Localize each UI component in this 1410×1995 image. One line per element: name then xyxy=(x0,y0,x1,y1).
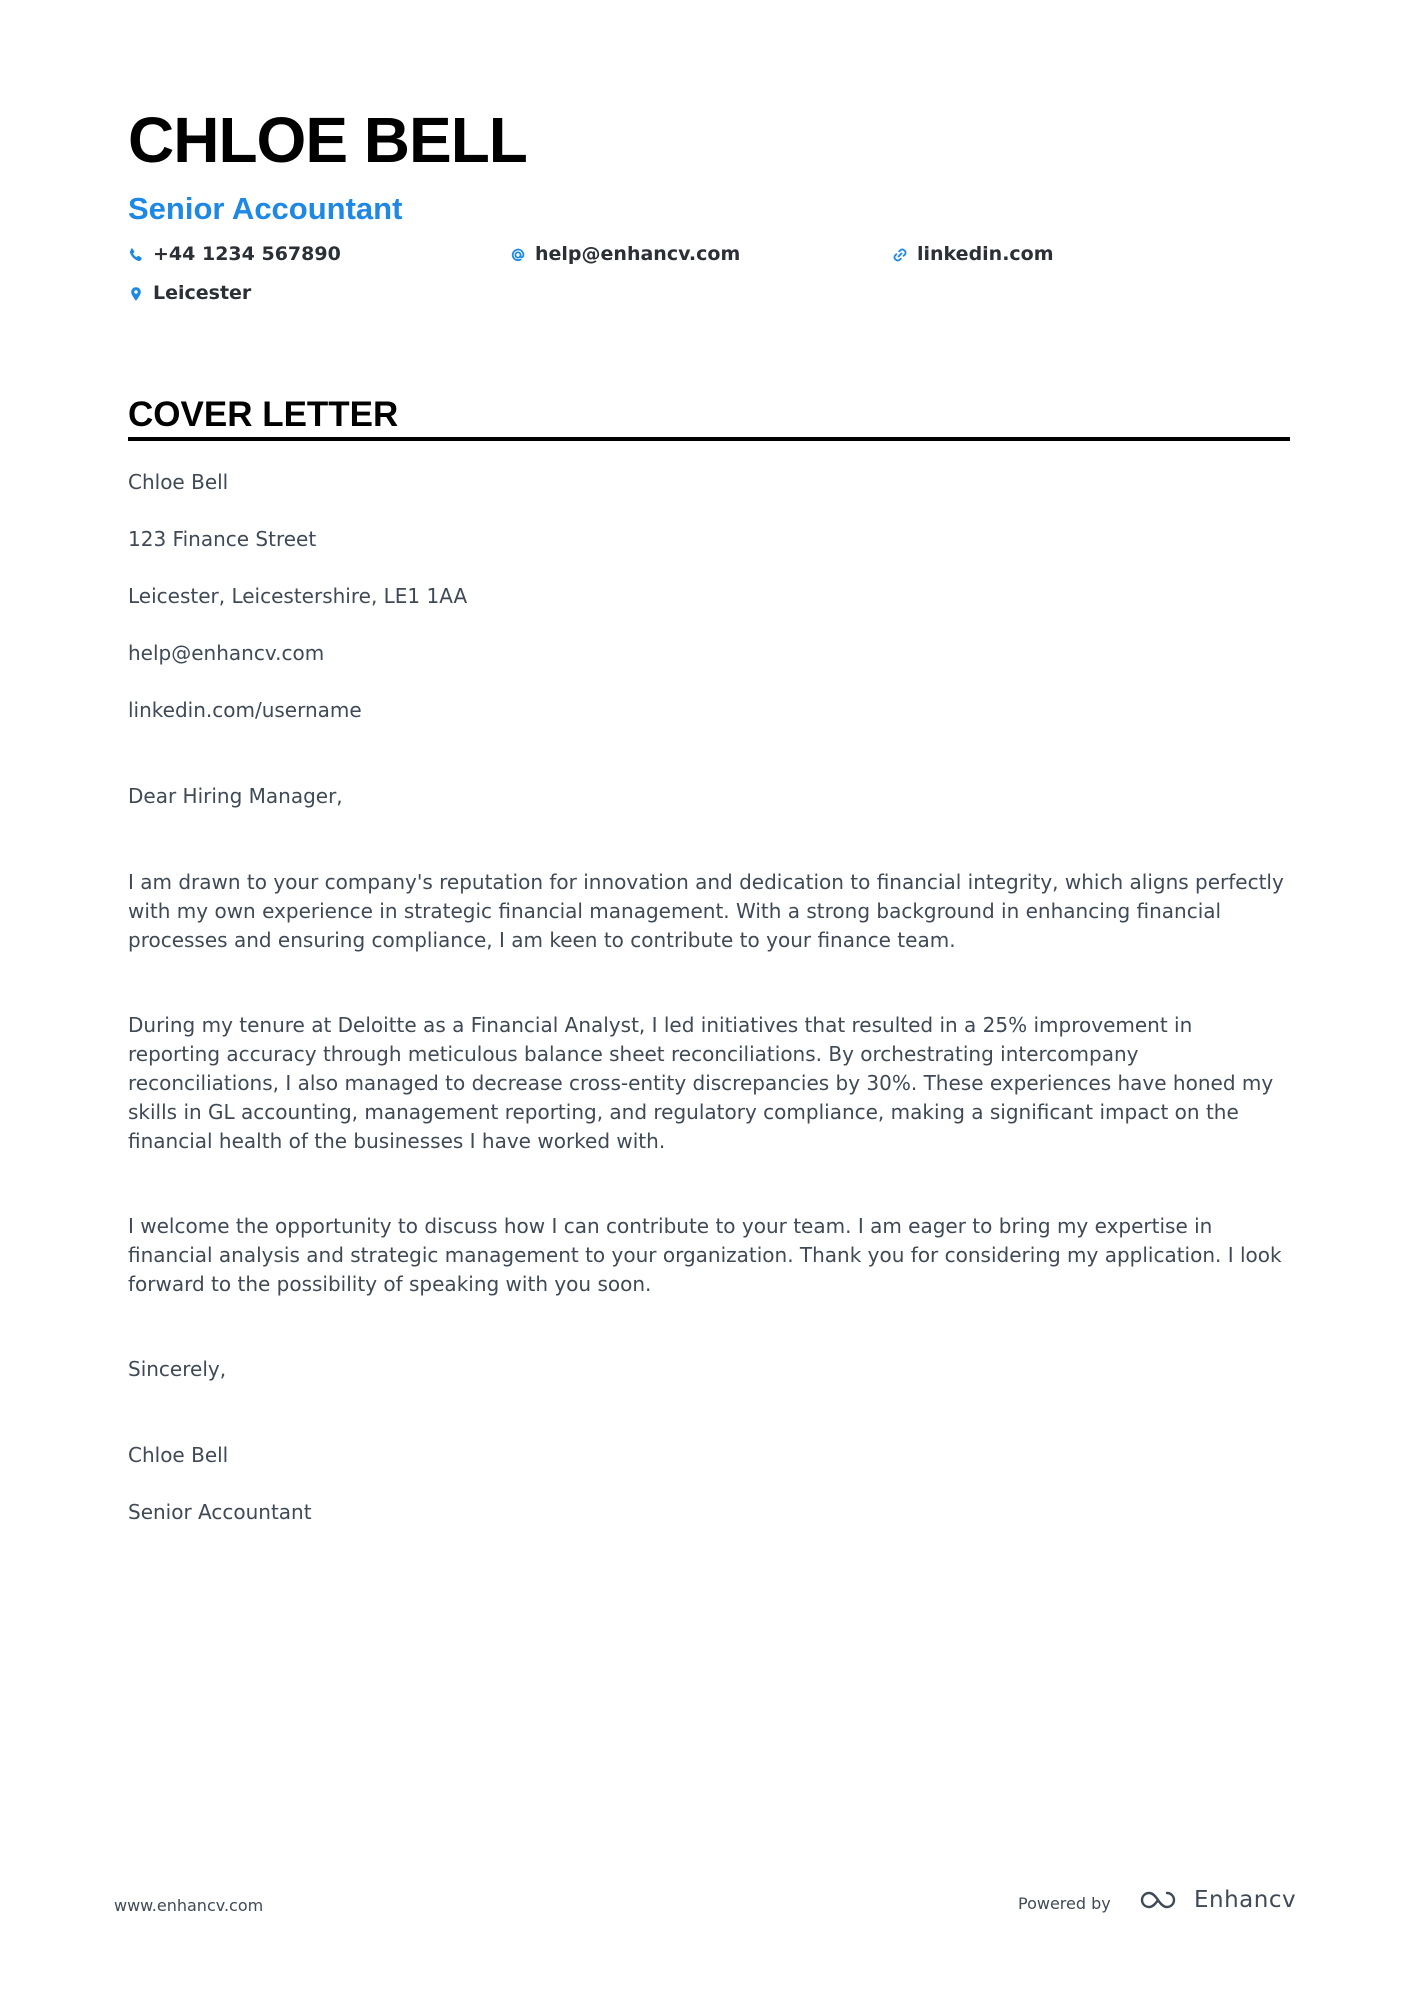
link-icon xyxy=(892,247,908,263)
greeting: Dear Hiring Manager, xyxy=(128,784,343,808)
contact-location-text: Leicester xyxy=(153,282,252,304)
sender-name: Chloe Bell xyxy=(128,470,229,494)
letter-paragraph-2: During my tenure at Deloitte as a Financial Analyst, I led initiatives that resulted in a 25% improvement in reporting accuracy through meticulous balance sheet reconciliations. By orchestrating intercompany reconciliations, I also managed to decrease cross-entity discrepancies by 30%. These experiences have honed my skills in GL accounting, management reporting, and regulatory compliance, making a significant impact on the financial health of the businesses I have worked with. xyxy=(128,1013,1274,1153)
sender-email[interactable]: help@enhancv.com xyxy=(128,641,325,665)
contact-email-text: help@enhancv.com xyxy=(535,243,741,265)
letter-paragraph-1: I am drawn to your company's reputation for innovation and dedication to financial integrity, which aligns perfectly with my own experience in strategic financial management. With a strong background in enhancing financial processes and ensuring compliance, I am keen to contribute to your finance team. xyxy=(128,870,1284,952)
signature-name: Chloe Bell xyxy=(128,1443,229,1467)
sender-city: Leicester, Leicestershire, LE1 1AA xyxy=(128,584,468,608)
footer-website-link[interactable]: www.enhancv.com xyxy=(114,1896,264,1915)
phone-icon xyxy=(128,247,144,263)
contact-phone[interactable] xyxy=(128,245,341,264)
signature-title: Senior Accountant xyxy=(128,1500,312,1524)
footer-brand-logo[interactable] xyxy=(1138,1886,1296,1914)
contact-phone-text: +44 1234 567890 xyxy=(153,243,341,265)
section-divider xyxy=(128,437,1290,441)
letter-paragraph-3: I welcome the opportunity to discuss how I can contribute to your team. I am eager to bring my expertise in financial analysis and strategic management to your organization. Thank you for considering my application. I look forward to the possibility of speaking with you soon. xyxy=(128,1214,1282,1296)
sender-street: 123 Finance Street xyxy=(128,527,317,551)
contact-linkedin[interactable] xyxy=(892,245,1054,264)
section-title-cover-letter: COVER LETTER xyxy=(128,395,399,434)
applicant-name: CHLOE BELL xyxy=(128,104,527,176)
at-icon xyxy=(510,247,526,263)
contact-linkedin-text: linkedin.com xyxy=(917,243,1054,265)
contact-location xyxy=(128,284,251,303)
location-pin-icon xyxy=(128,286,144,302)
sender-linkedin[interactable]: linkedin.com/username xyxy=(128,698,362,722)
closing: Sincerely, xyxy=(128,1357,227,1381)
contact-email[interactable] xyxy=(510,245,740,264)
enhancv-logo-icon xyxy=(1138,1886,1184,1914)
applicant-title: Senior Accountant xyxy=(128,191,403,226)
footer-brand-name: Enhancv xyxy=(1194,1887,1297,1913)
footer-powered-by: Powered by xyxy=(1018,1894,1111,1913)
